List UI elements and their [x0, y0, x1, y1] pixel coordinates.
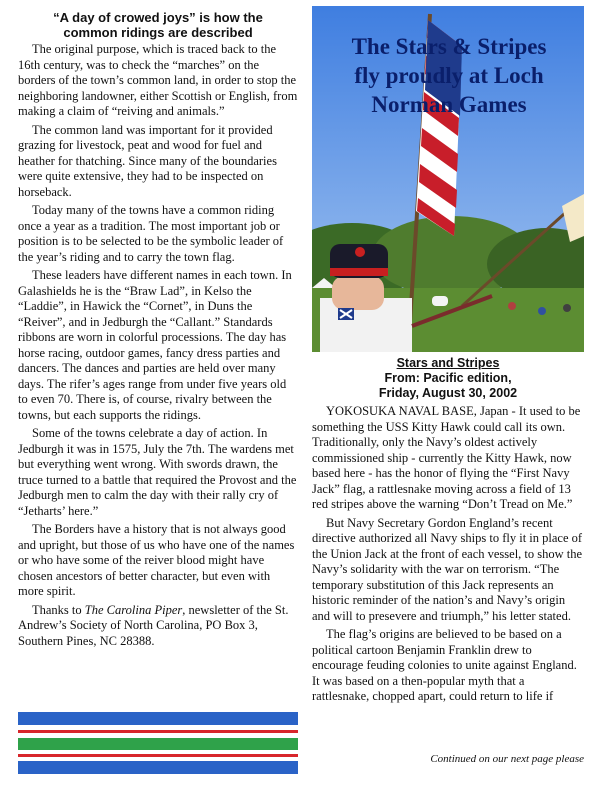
caption-source: From: Pacific edition, — [384, 371, 512, 385]
paragraph: But Navy Secretary Gordon England’s recent directive authorized all Navy ships to fly it in place of the Union Jack at the front of each vessel, to show the Navy’s solidarity with the war on terrorism. “The temporary substitution of this Jack represents an historic reminder of the nation’s and Navy’s origin and will to presevere and triumph,” his letter stated. — [312, 515, 583, 623]
photo-title: The Stars & Stripes fly proudly at Loch Norman Games — [351, 34, 547, 117]
flag-photo — [312, 6, 584, 352]
green-bar — [18, 738, 298, 750]
article-heading: “A day of crowed joys” is how the common ridings are described — [53, 10, 263, 40]
paragraph: YOKOSUKA NAVAL BASE, Japan - It used to be something the USS Kitty Hawk could call its own. Traditionally, only the Navy’s oldest actively commissioned ship - currently the Kitty Hawk, now based here - has the honor of flying the “First Navy Jack” flag, a rattlesnake moving across a field of 13 red stripes above the warning “Don’t Tread on Me.” — [312, 404, 581, 511]
paragraph: These leaders have different names in each town. In Galashields he is the “Braw Lad”, in Kelso the “Laddie”, in Hawick the “Cornet”, in Duns the “Reiver”, and in Jedburgh the “Callant.” Standards ribbons are worn in colorful processions. The day has horse racing, outdoor games, fancy dress parties and dancers. The dances and parties are held over many days. The rifer’s ages range from under five years old to even 70. There is, of course, rivalry between the towns, but each supports the ridings. — [18, 268, 292, 422]
paragraph: The common land was important for it provided grazing for livestock, peat and wood for fuel and heather for thatching. Since many of the boundaries were quite extensive, they had to be inspected on horseback. — [18, 122, 277, 199]
left-article — [18, 0, 298, 652]
paragraph: Today many of the towns have a common riding once a year as a tradition. The most important job or position is to be selected to be the symbolic leader of the year’s riding and to carry the town flag. — [18, 203, 284, 264]
article-caption — [312, 356, 584, 401]
red-bar — [18, 730, 298, 733]
right-article — [312, 404, 584, 708]
credit-paragraph: Thanks to The Carolina Piper, newsletter of the St. Andrew’s Society of North Carolina, PO Box 3, Southern Pines, NC 28388. — [18, 602, 289, 648]
blue-bar — [18, 712, 298, 725]
paragraph: The flag’s origins are believed to be based on a political cartoon Benjamin Franklin drew to encourage feuding colonies to unite against England. It was based on a then-popular myth that a rattlesnake, chopped apart, could return to life if — [312, 627, 577, 703]
paragraph: The Borders have a history that is not always good and upright, but those of us who have one of the names or who have some of the reiver blood might have chosen ancestors of better character, but even with more spirit. — [18, 522, 295, 598]
caption-title: Stars and Stripes — [396, 356, 500, 370]
paragraph: Some of the towns celebrate a day of action. In Jedburgh it was in 1575, July the 7th. The wardens met but everything went wrong. With swords drawn, the truce turned to a battle that required the Provost and the Jedburgh men to calm the day with their rally cry of “Jetharts’ here.” — [18, 426, 297, 518]
blue-bar — [18, 761, 298, 774]
publication-name: The Carolina Piper — [84, 602, 183, 617]
caption-date: Friday, August 30, 2002 — [378, 386, 518, 400]
decorative-bars — [18, 712, 298, 776]
paragraph: The original purpose, which is traced back to the 16th century, was to check the “marches” on the borders of the town’s common land, in order to stop the neighboring landowner, either Scottish or English, from making a claim of “reiving and animals.” — [18, 42, 298, 118]
continued-note: Continued on our next page please — [430, 753, 584, 765]
red-bar — [18, 754, 298, 757]
